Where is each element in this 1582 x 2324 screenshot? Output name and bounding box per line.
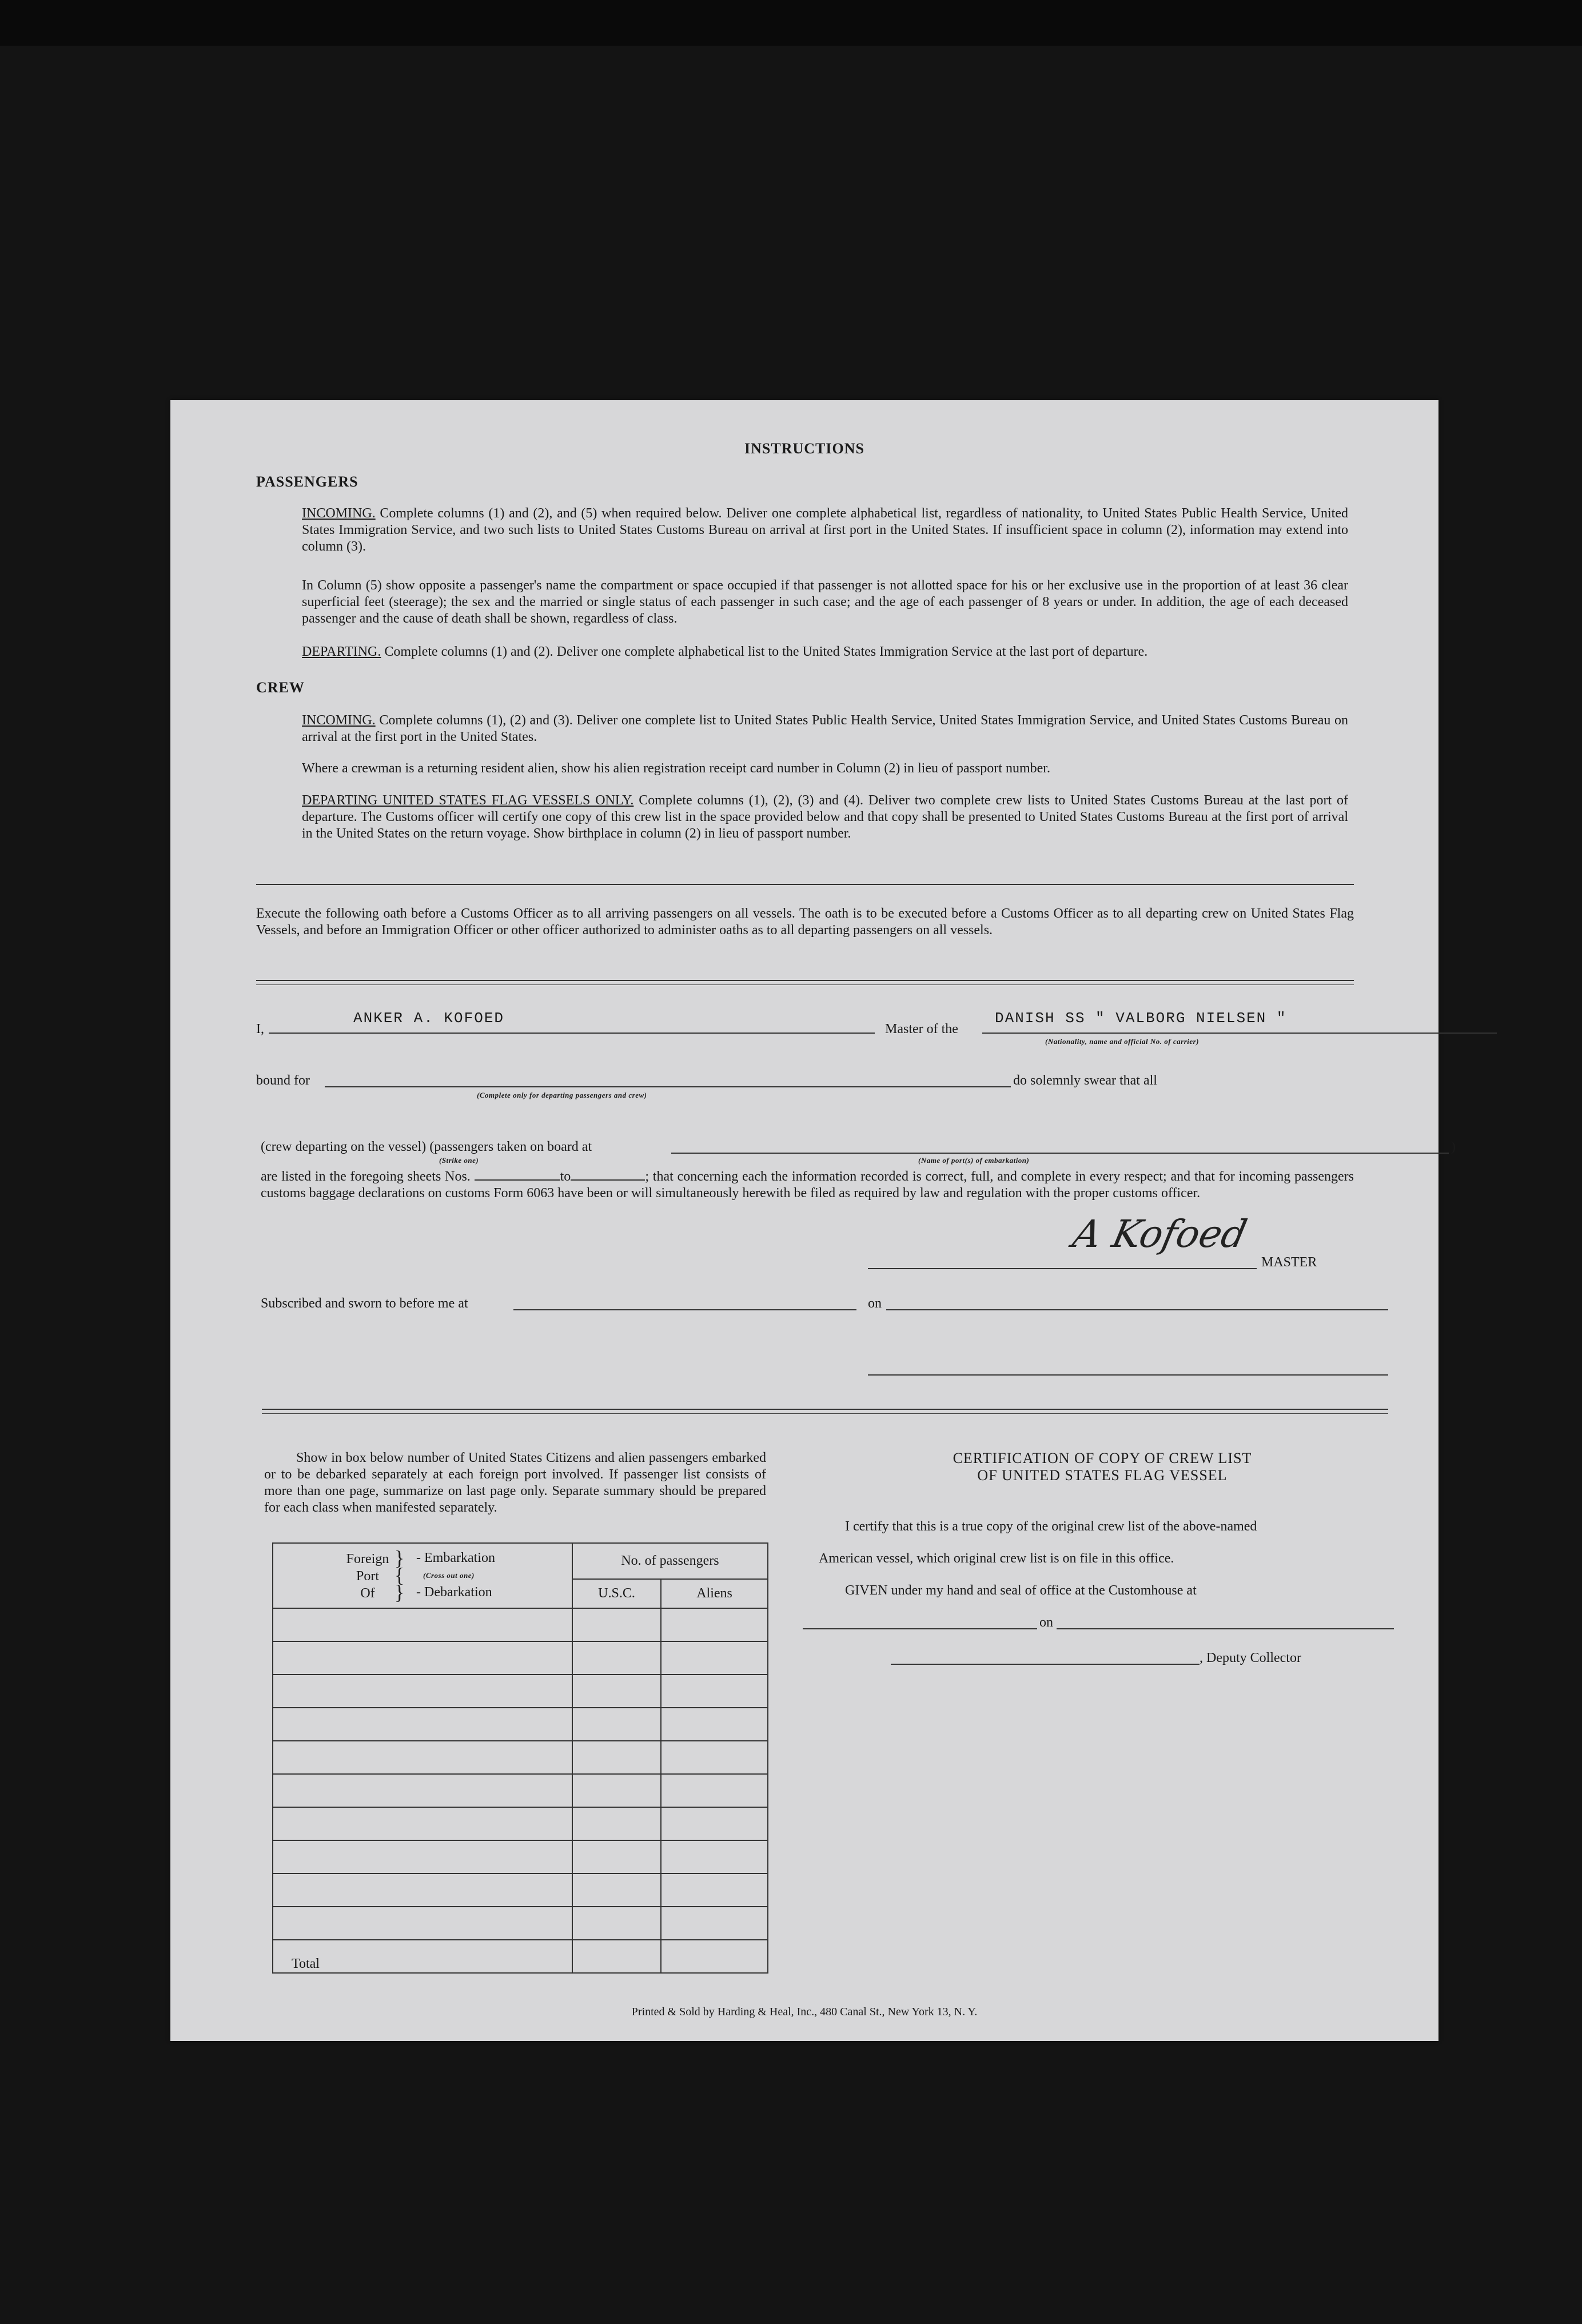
usc-cell[interactable] [572,1708,661,1741]
usc-cell[interactable] [572,1741,661,1774]
swear-label: do solemnly swear that all [1013,1073,1157,1088]
listed-text: are listed in the foregoing sheets Nos. [261,1169,471,1184]
bound-for-label: bound for [256,1073,310,1088]
divider-rule [256,884,1354,885]
listed-paragraph [261,1169,1354,1202]
passengers-incoming-label: INCOMING. [302,506,376,521]
usc-cell[interactable] [572,1873,661,1907]
port-cell[interactable] [273,1608,572,1641]
master-label: MASTER [1261,1255,1317,1270]
aliens-cell[interactable] [661,1641,768,1675]
brace-icon: } { } [394,1546,405,1604]
sheet-from-field[interactable] [475,1179,560,1181]
port-cell[interactable] [273,1641,572,1675]
usc-cell[interactable] [572,1840,661,1873]
port-cell[interactable] [273,1675,572,1708]
aliens-header: Aliens [661,1579,768,1608]
strike-caption: (Strike one) [439,1156,479,1165]
aliens-cell[interactable] [661,1907,768,1940]
crew-heading: CREW [256,679,305,696]
given-text: GIVEN under my hand and seal of office at the Customhouse at [845,1583,1197,1598]
port-cell[interactable] [273,1873,572,1907]
total-label: Total [273,1940,572,1973]
printer-footer: Printed & Sold by Harding & Heal, Inc., 480 Canal St., New York 13, N. Y. [631,2006,978,2018]
passengers-heading: PASSENGERS [256,473,358,490]
passengers-incoming-paragraph [302,505,1348,555]
certification-title [805,1450,1400,1484]
usc-cell[interactable] [572,1641,661,1675]
aliens-cell[interactable] [661,1774,768,1807]
crew-departing-label: DEPARTING UNITED STATES FLAG VESSELS ONLY. [302,793,634,808]
certify-text-1: I certify that this is a true copy of the original crew list of the above-named [845,1519,1257,1534]
bound-caption: (Complete only for departing passengers and crew) [477,1091,647,1099]
subscribed-place-field[interactable] [513,1292,856,1310]
usc-cell[interactable] [572,1675,661,1708]
passenger-summary-table [272,1542,768,1974]
master-signature: A Kofoed [1069,1212,1251,1256]
aliens-cell[interactable] [661,1675,768,1708]
no-passengers-header: No. of passengers [572,1543,768,1579]
master-name-value: ANKER A. KOFOED [353,1010,505,1027]
certification-title-line1: CERTIFICATION OF COPY OF CREW LIST [953,1450,1252,1466]
passengers-departing-paragraph [302,644,1348,660]
sheet-to-field[interactable] [571,1179,645,1181]
cert-on-label: on [1039,1615,1053,1630]
total-aliens-cell[interactable] [661,1940,768,1973]
to-label: to [560,1169,571,1184]
passengers-incoming-text: Complete columns (1) and (2), and (5) when required below. Deliver one complete alphabetical list, regardless of nationality, to United States Public Health Service, United States Immigration Service, and two such lists to United States Customs Bureau on arrival at first port in the United States. If insufficient space in column (2), information may extend into column (3). [302,506,1349,554]
certify-text-2: American vessel, which original crew list is on file in this office. [819,1551,1174,1566]
crew-resident-paragraph: Where a crewman is a returning resident alien, show his alien registration receipt card number in Column (2) in lieu of passport number. [302,761,1050,776]
usc-header: U.S.C. [572,1579,661,1608]
port-cell[interactable] [273,1708,572,1741]
vessel-caption: (Nationality, name and official No. of carrier) [1045,1037,1200,1046]
port-header-cell [273,1543,572,1608]
summary-instructions: Show in box below number of United States Citizens and alien passengers embarked or to be debarked separately at each foreign port involved. If passenger list consists of more than one page, summarize on last page only. Separate summary should be prepared for each class when manifested separately. [264,1450,766,1515]
port-cell[interactable] [273,1807,572,1840]
form-page [170,400,1456,2041]
oath-intro: Execute the following oath before a Customs Officer as to all arriving passengers on all vessels. The oath is to be executed before a Customs Officer as to all departing crew on United States Flag Vessels, and before an Immigration Officer or other officer authorized to administer oaths as to all departing passengers on all vessels. [256,906,1354,938]
certification-title-line2: OF UNITED STATES FLAG VESSEL [977,1467,1228,1484]
master-of-label: Master of the [885,1022,958,1037]
crew-departing-paragraph [302,792,1348,842]
deputy-collector-field[interactable] [891,1647,1200,1665]
aliens-cell[interactable] [661,1741,768,1774]
oath-i-label: I, [256,1022,264,1037]
debarkation-label: - Debarkation [416,1585,492,1600]
customhouse-field[interactable] [803,1611,1037,1629]
subscribed-label: Subscribed and sworn to before me at [261,1296,468,1311]
port-cell[interactable] [273,1774,572,1807]
oath-divider-bottom [256,984,1354,985]
cert-date-field[interactable] [1057,1611,1394,1629]
port-cell[interactable] [273,1907,572,1940]
of-label: Of [360,1586,375,1601]
subscribed-on-label: on [868,1296,882,1311]
passengers-column5-paragraph: In Column (5) show opposite a passenger's name the compartment or space occupied if that passenger is not allotted space for his or her exclusive use in the proportion of at least 36 clear superficial feet (steerage); the sex and the married or single status of each passenger in such case; and the age of each passenger of 8 years or under. In addition, the age of each deceased passenger and the cause of death shall be shown, regardless of class. [302,578,1348,626]
section-divider-bottom [262,1413,1388,1414]
passengers-departing-text: Complete columns (1) and (2). Deliver one complete alphabetical list to the United States Immigration Service at the last port of departure. [384,644,1148,659]
oath-divider-top [256,980,1354,981]
foreign-label: Foreign [346,1552,389,1566]
port-label: Port [356,1569,379,1584]
deputy-collector-label: , Deputy Collector [1200,1651,1301,1665]
embarkation-ports-field[interactable] [671,1135,1449,1154]
usc-cell[interactable] [572,1807,661,1840]
usc-cell[interactable] [572,1608,661,1641]
aliens-cell[interactable] [661,1873,768,1907]
usc-cell[interactable] [572,1774,661,1807]
vessel-value: DANISH SS " VALBORG NIELSEN " [995,1010,1287,1027]
close-paren: ) [1451,1139,1456,1154]
embarkation-label: - Embarkation [416,1550,495,1565]
crew-departing-text: Complete columns (1), (2), (3) and (4). Deliver two complete crew lists to United States Customs Bureau at the last port of departure. The Customs officer will certify one copy of this crew list in the space provided below and that copy shall be presented to United States Customs Bureau at the first port of arrival in the United States on the return voyage. Show birthplace in column (2) in lieu of passport number. [302,793,1349,841]
bound-for-field[interactable] [325,1069,1011,1087]
crew-incoming-text: Complete columns (1), (2) and (3). Deliver one complete list to United States Public Health Service, United States Immigration Service, and United States Customs Bureau on arrival at the first port in the United States. [302,713,1349,744]
crew-departing-label: (crew departing on the vessel) (passengers taken on board at [261,1139,592,1154]
listed-rest: ; that concerning each the information recorded is correct, full, and complete in every respect; and that for incoming passengers customs baggage declarations on customs Form 6063 have been or will simultaneously herewith be filed as required by law and regulation with the proper customs officer. [261,1169,1354,1201]
crew-incoming-paragraph [302,712,1348,746]
section-divider-top [262,1409,1388,1410]
aliens-cell[interactable] [661,1840,768,1873]
aliens-cell[interactable] [661,1608,768,1641]
passengers-departing-label: DEPARTING. [302,644,381,659]
aliens-cell[interactable] [661,1708,768,1741]
aliens-cell[interactable] [661,1807,768,1840]
total-usc-cell[interactable] [572,1940,661,1973]
officer-signature-line[interactable] [868,1357,1388,1376]
usc-cell[interactable] [572,1907,661,1940]
foreign-port-of-label [342,1550,393,1602]
ports-caption: (Name of port(s) of embarkation) [918,1156,1030,1165]
cross-out-caption: (Cross out one) [423,1571,475,1580]
port-cell[interactable] [273,1840,572,1873]
scan-background-band [0,0,1582,46]
subscribed-date-field[interactable] [886,1292,1388,1310]
crew-incoming-label: INCOMING. [302,713,376,728]
port-cell[interactable] [273,1741,572,1774]
instructions-title: INSTRUCTIONS [744,440,864,457]
